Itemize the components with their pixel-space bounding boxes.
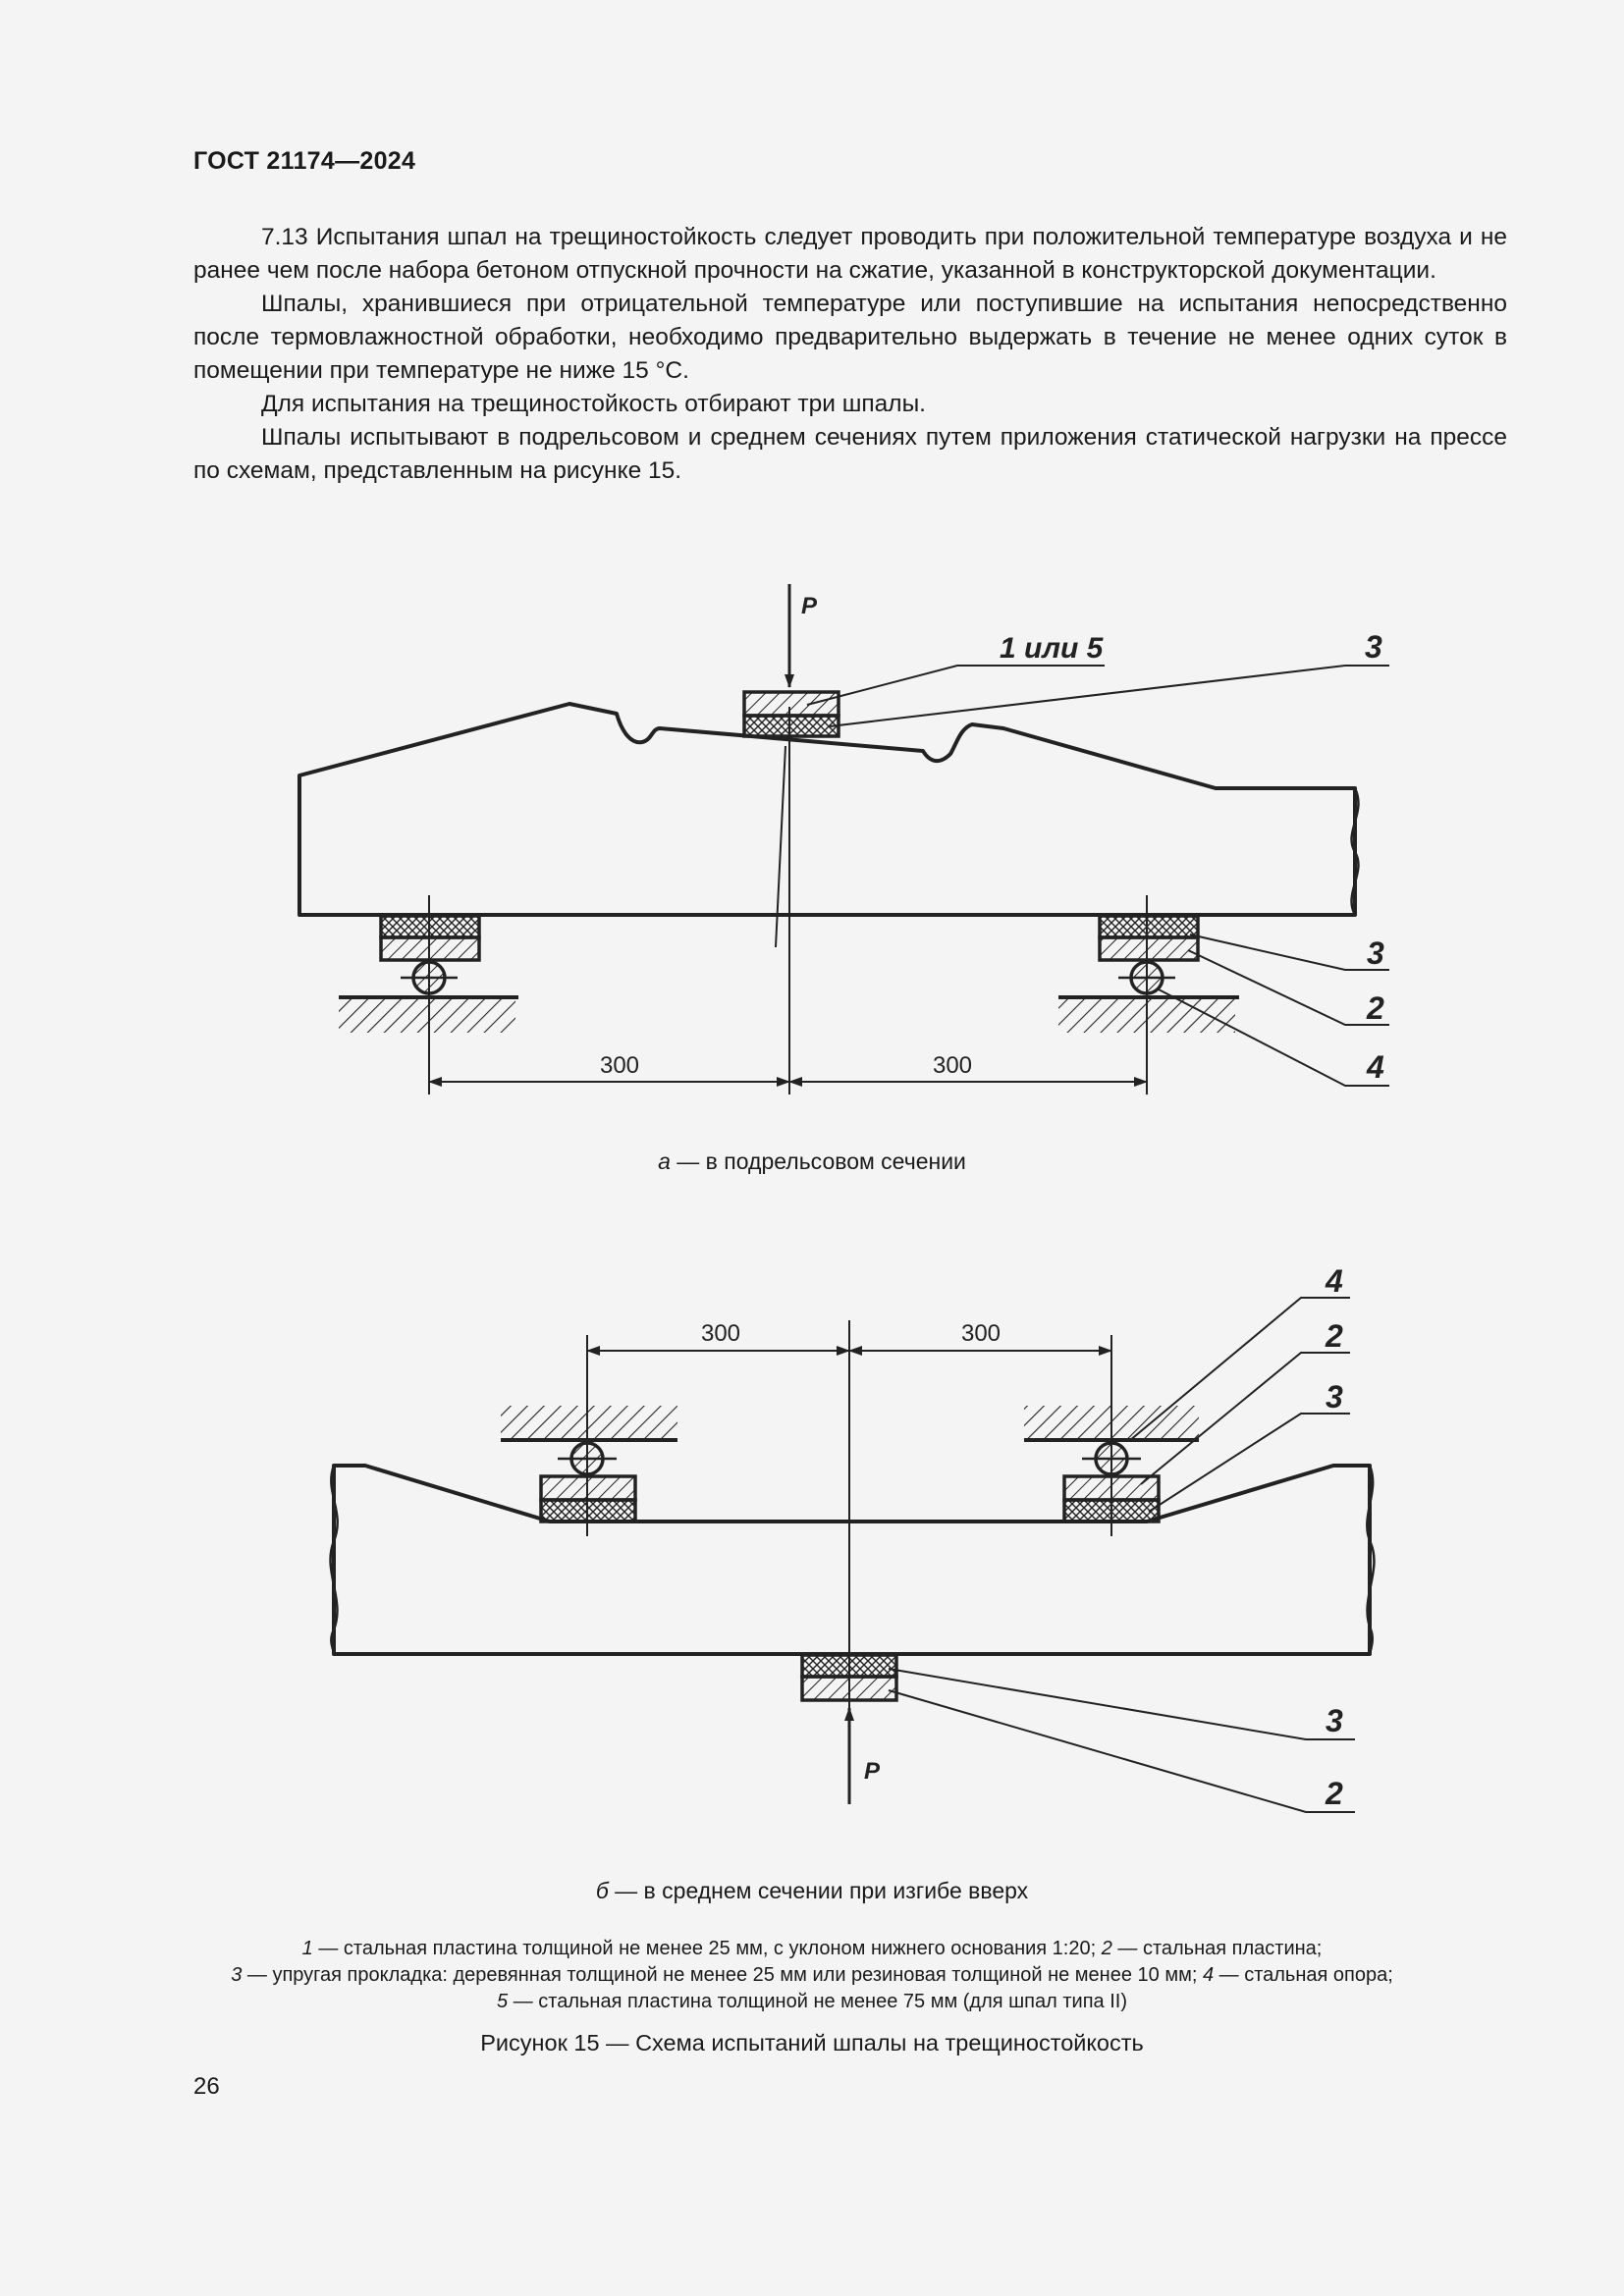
legend-num-2: 2 [1101, 1938, 1112, 1959]
callout-2-right: 2 [1367, 990, 1384, 1026]
caption-figure-b [0, 1878, 1624, 1904]
legend-text-3: — упругая прокладка: деревянная толщиной не менее 25 мм или резиновая толщиной не менее 10 мм; [242, 1964, 1203, 1986]
callout-4-right: 4 [1367, 1049, 1384, 1085]
legend-num-5: 5 [497, 1991, 509, 2012]
load-label-a: P [801, 593, 818, 619]
legend-text-1: — стальная пластина толщиной не менее 25 мм, с уклоном нижнего основания 1:20; [312, 1938, 1102, 1959]
sleeper-a-outline [299, 704, 1532, 775]
dimension-left-a-label: 300 [599, 1052, 640, 1079]
document-code-header: ГОСТ 21174—2024 [193, 147, 416, 175]
legend-line-2 [147, 1962, 1477, 1989]
legend-line-3 [147, 1989, 1477, 2015]
legend-num-3: 3 [231, 1964, 243, 1986]
figure-title: Рисунок 15 — Схема испытаний шпалы на трещиностойкость [480, 2030, 1144, 2056]
leader-3-b-bottom [889, 1669, 1355, 1739]
plate-top-hatched [744, 692, 839, 716]
pad-bottom-cross [802, 1655, 896, 1677]
paragraph-7-13: 7.13 Испытания шпал на трещиностойкость следует проводить при положительной температуре воздуха и не ранее чем после набора бетоном отпускной прочности на сжатие, указанной в конструкторской документации. [193, 224, 1507, 284]
pad-top-cross [744, 716, 839, 736]
figure-legend [147, 1936, 1477, 2015]
paragraph-storage: Шпалы, хранившиеся при отрицательной температуре или поступившие на испытания непосредственно после термовлажностной обработки, необходимо предварительно выдержать в течение не менее одних суток в помещении при температуре не ниже 15 °С. [193, 291, 1507, 384]
callout-4-b: 4 [1326, 1263, 1343, 1299]
caption-figure-b-text: — в среднем сечении при изгибе вверх [608, 1878, 1029, 1903]
callout-3-b-bottom: 3 [1326, 1703, 1343, 1738]
plate-bottom-hatched [802, 1677, 896, 1700]
dimension-right-b-label: 300 [960, 1320, 1001, 1347]
page-number: 26 [193, 2073, 220, 2100]
figure-a [299, 584, 1532, 1095]
callout-3-b-top: 3 [1326, 1379, 1343, 1415]
pad-right-cross [1100, 916, 1198, 937]
legend-num-1: 1 [301, 1938, 313, 1959]
paragraph-test-method: Шпалы испытывают в подрельсовом и среднем сечениях путем приложения статической нагрузки на прессе по схемам, представленным на рисунке 15. [193, 424, 1507, 484]
caption-figure-b-letter: б [595, 1878, 609, 1903]
paragraph-sampling: Для испытания на трещиностойкость отбирают три шпалы. [261, 391, 926, 417]
crack-line-a [776, 746, 785, 947]
caption-figure-a-letter: а [658, 1148, 671, 1174]
legend-line-1 [147, 1936, 1477, 1962]
ground-left-a [339, 997, 515, 1033]
legend-num-4: 4 [1202, 1964, 1215, 1986]
caption-figure-a-text: — в подрельсовом сечении [670, 1148, 966, 1174]
sleeper-b-body [334, 1466, 1370, 1654]
callout-3-right: 3 [1367, 935, 1384, 971]
plate-right-hatched [1100, 937, 1198, 960]
callout-2-b-bottom: 2 [1326, 1776, 1343, 1811]
legend-text-4: — стальная опора; [1214, 1964, 1393, 1986]
callout-1-or-5: 1 или 5 [1000, 632, 1104, 665]
figure-b [331, 1263, 1375, 1812]
dimension-right-a-label: 300 [932, 1052, 973, 1079]
leader-3-top [830, 666, 1389, 726]
load-label-b: P [864, 1758, 881, 1785]
callout-2-b-top: 2 [1326, 1318, 1343, 1354]
dimension-left-b-label: 300 [700, 1320, 741, 1347]
legend-text-2: — стальная пластина; [1111, 1938, 1323, 1959]
legend-text-5: — стальная пластина толщиной не менее 75 мм (для шпал типа II) [508, 1991, 1127, 2012]
callout-3-top: 3 [1365, 629, 1382, 665]
ground-left-b [501, 1406, 677, 1439]
caption-figure-a [0, 1148, 1624, 1175]
